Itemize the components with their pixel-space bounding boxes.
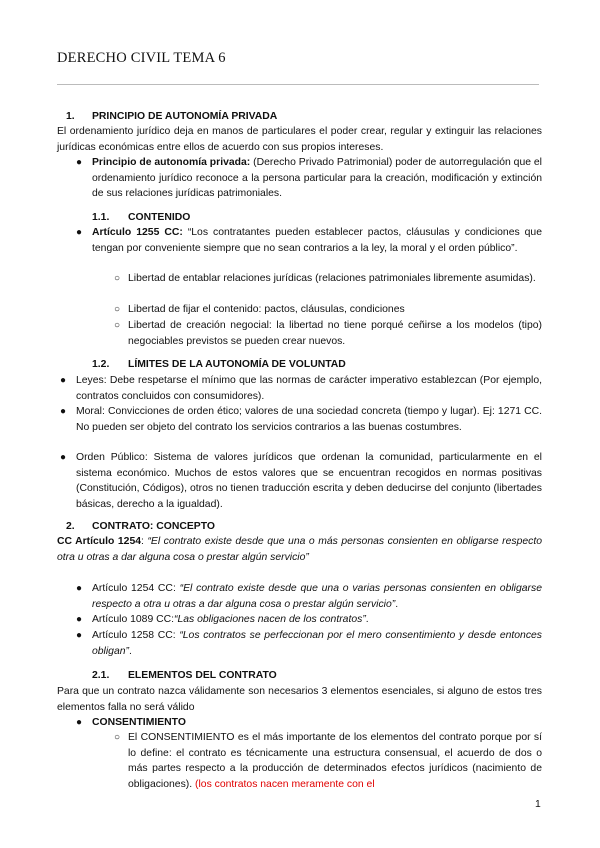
section-1-1-heading: CONTENIDO [128, 212, 191, 223]
bullet-icon: ● [60, 452, 67, 463]
article-1255-bullet [92, 225, 542, 256]
sub-bullet: Libertad de creación negocial: la libertad no tiene porqué ceñirse a los modelos (tipo) negociables previstos se pueden crear nuevos. [128, 320, 542, 347]
title-divider [57, 84, 539, 85]
article-item-period: . [395, 598, 399, 610]
sub-bullet: Libertad de fijar el contenido: pactos, cláusulas, condiciones [128, 304, 405, 315]
limit-item: Leyes: Debe respetarse el mínimo que las normas de carácter imperativo establezcan (Por ejemplo, contratos concluidos con consumidores). [76, 375, 542, 402]
article-item-quote: “Las obligaciones nacen de los contratos” [174, 614, 366, 625]
article-item-period: . [128, 645, 132, 657]
section-1-number: 1. [66, 111, 75, 122]
section-2-1-number: 2.1. [92, 670, 110, 681]
consentimiento-heading: CONSENTIMIENTO [92, 717, 186, 728]
section-2-1-heading: ELEMENTOS DEL CONTRATO [128, 670, 277, 681]
bullet-bold-label: Artículo 1255 CC: [92, 227, 183, 238]
article-item-label: Artículo 1089 CC: [92, 614, 175, 625]
limit-item: Moral: Convicciones de orden ético; valores de una sociedad concreta (tiempo y lugar). Ej: 1271 CC. No pueden ser objeto del contrato los servicios contrarios a las buenas costumbres. [76, 406, 542, 433]
section-2-1-intro: Para que un contrato nazca válidamente son necesarios 3 elementos esenciales, si alguno de estos tres elementos falla no será válido [57, 686, 542, 713]
article-item [92, 581, 542, 612]
bullet-text: “Los contratantes pueden establecer pactos, cláusulas y condiciones que tengan por conveniente siempre que no sean contrarios a la ley, la moral y el orden público”. [92, 227, 542, 254]
document-title: DERECHO CIVIL TEMA 6 [57, 50, 226, 66]
bullet-icon: ● [76, 583, 83, 594]
article-item [92, 612, 542, 628]
bullet-bold-label: Principio de autonomía privada: [92, 157, 251, 168]
circle-bullet-icon: ○ [114, 273, 121, 284]
consentimiento-body: El CONSENTIMIENTO es el más importante de los elementos del contrato porque por sí lo define: el contrato es técnicamente una estructura consensual, el acuerdo de dos o más partes respecto a la producción de determinados efectos jurídicos (nacimiento de obligaciones). [128, 732, 542, 790]
article-item-label: Artículo 1258 CC: [92, 630, 180, 641]
circle-bullet-icon: ○ [114, 304, 121, 315]
limit-item: Orden Público: Sistema de valores jurídicos que ordenan la comunidad, particularmente en el sistema económico. Muchos de estos valores que se encuentran recogidos en normas positivas (Constitución, Códigos), otros no tienen traducción escrita y deben deducirse del conjunto (libertades básicas, derecho a la igualdad). [76, 452, 542, 510]
bullet-icon: ● [76, 717, 83, 728]
section-1-intro: El ordenamiento jurídico deja en manos de particulares el poder crear, regular y extinguir las relaciones jurídicas económicas entre ellos de acuerdo con sus propios intereses. [57, 126, 542, 153]
circle-bullet-icon: ○ [114, 732, 121, 743]
section-1-1-number: 1.1. [92, 212, 110, 223]
article-item-quote: “Los contratos se perfeccionan por el mero consentimiento y desde entonces obligan” [92, 630, 542, 657]
page-number: 1 [535, 799, 541, 810]
article-item-label: Artículo 1254 CC: [92, 583, 180, 594]
bullet-text: (Derecho Privado Patrimonial) poder de autorregulación que el ordenamiento jurídico reconoce a la persona particular para la creación, modificación y extinción de sus relaciones jurídicas patrimoniales. [92, 157, 542, 199]
section-2-heading: CONTRATO: CONCEPTO [92, 521, 215, 532]
sub-bullet: Libertad de entablar relaciones jurídicas (relaciones patrimoniales libremente asumidas). [128, 273, 536, 284]
bullet-icon: ● [60, 406, 67, 417]
article-item-quote: “El contrato existe desde que una o varias personas consienten en obligarse respecto a otra u otras a dar alguna cosa o prestar algún servicio” [92, 583, 542, 610]
bullet-icon: ● [60, 375, 67, 386]
consentimiento-red-note: (los contratos nacen meramente con el [195, 778, 375, 790]
bullet-icon: ● [76, 630, 83, 641]
bullet-icon: ● [76, 157, 83, 168]
article-quote: “El contrato existe desde que una o más personas consienten en obligarse respecto otra u otras a dar alguna cosa o prestar algún servicio” [57, 536, 542, 563]
article-item-period: . [365, 614, 369, 625]
bullet-icon: ● [76, 614, 83, 625]
section-1-2-number: 1.2. [92, 359, 110, 370]
article-label: CC Artículo 1254 [57, 536, 142, 547]
circle-bullet-icon: ○ [114, 320, 121, 331]
section-1-2-heading: LÍMITES DE LA AUTONOMÍA DE VOLUNTAD [128, 359, 346, 370]
article-1254-quote [57, 534, 542, 565]
section-1-bullet [92, 155, 542, 202]
section-2-number: 2. [66, 521, 75, 532]
article-colon: : [141, 536, 148, 547]
section-1-heading: PRINCIPIO DE AUTONOMÍA PRIVADA [92, 111, 278, 122]
bullet-icon: ● [76, 227, 83, 238]
article-item [92, 628, 542, 659]
consentimiento-text [128, 730, 542, 792]
